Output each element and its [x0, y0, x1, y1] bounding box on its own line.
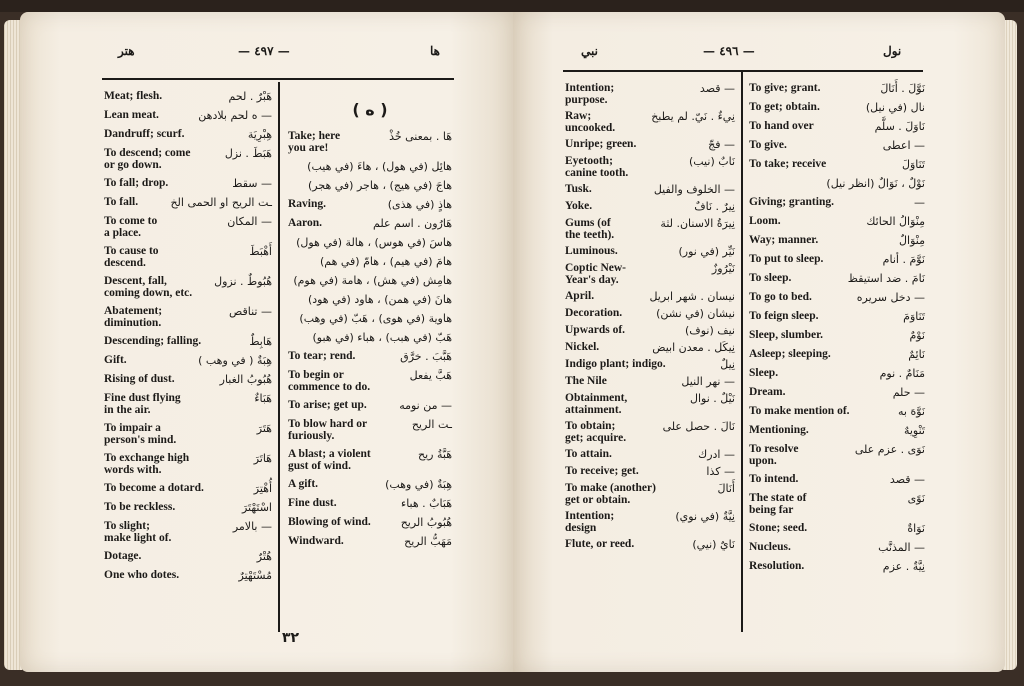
- dictionary-entry: [288, 236, 452, 249]
- entry-english: The Nile: [565, 375, 607, 387]
- column-divider: [741, 72, 743, 632]
- entry-arabic: هُبُوطٌ . نزول: [214, 275, 272, 288]
- entry-english: Resolution.: [749, 560, 805, 572]
- entry-english: To obtain; get; acquire.: [565, 420, 627, 444]
- entry-arabic: مُسْتَهْتِرٌ: [238, 569, 272, 582]
- dictionary-entry: [749, 291, 925, 304]
- left-page-column-a: [104, 90, 272, 588]
- dictionary-entry: [749, 253, 925, 266]
- entry-arabic: تَنَاوَلَ: [901, 158, 925, 171]
- entry-english: To sleep.: [749, 272, 792, 284]
- entry-english: Flute, or reed.: [565, 538, 635, 550]
- entry-english: Yoke.: [565, 200, 593, 212]
- entry-arabic: — فجّ: [708, 138, 735, 151]
- dictionary-entry: [565, 448, 735, 461]
- dictionary-entry: [104, 422, 272, 446]
- entry-arabic: هَبَّةُ ريح: [418, 448, 452, 461]
- dictionary-entry: [749, 405, 925, 418]
- entry-arabic: نَوَّمَ . أنام: [882, 253, 925, 266]
- entry-arabic: نِيكَل . معدن ابيض: [652, 341, 735, 354]
- dictionary-entry: [104, 177, 272, 190]
- dictionary-entry: [749, 443, 925, 467]
- dictionary-entry: [288, 198, 452, 211]
- entry-english: Sleep, slumber.: [749, 329, 824, 341]
- left-page-header: [20, 44, 513, 68]
- entry-arabic: هَبّ (في هبب) ، هباء (في هبو): [312, 331, 452, 344]
- entry-arabic: — سقط: [232, 177, 272, 190]
- entry-arabic: نِيَّةٌ . عزم: [882, 560, 925, 573]
- dictionary-entry: [104, 90, 272, 103]
- entry-arabic: نَوَّهَ به: [898, 405, 925, 418]
- entry-arabic: هامِش (في هش) ، هامة (في هوم): [293, 274, 452, 287]
- entry-arabic: تَنْوِيهٌ: [903, 424, 925, 437]
- dictionary-entry: [288, 130, 452, 154]
- dictionary-entry: [749, 82, 925, 95]
- dictionary-entry: [288, 350, 452, 363]
- dictionary-entry: [565, 217, 735, 241]
- entry-arabic: — المكان: [227, 215, 272, 228]
- entry-english: To be reckless.: [104, 501, 176, 513]
- entry-english: Gift.: [104, 354, 127, 366]
- dictionary-entry: [104, 109, 272, 122]
- entry-english: Windward.: [288, 535, 344, 547]
- entry-english: Raving.: [288, 198, 327, 210]
- entry-arabic: هَتَرَ: [256, 422, 272, 435]
- dictionary-entry: [749, 329, 925, 342]
- dictionary-entry: [104, 482, 272, 495]
- entry-arabic: نَيِّر (في نور): [678, 245, 735, 258]
- dictionary-entry: [288, 179, 452, 192]
- entry-english: Lean meat.: [104, 109, 159, 121]
- entry-english: To slight; make light of.: [104, 520, 172, 544]
- dictionary-entry: [565, 420, 735, 444]
- dictionary-entry: [749, 492, 925, 516]
- entry-english: To arise; get up.: [288, 399, 367, 411]
- entry-arabic: هاذٍ (في هذى): [387, 198, 452, 211]
- entry-arabic: نَايٌ (نيي): [692, 538, 735, 551]
- entry-english: To give; grant.: [749, 82, 821, 94]
- entry-english: To make mention of.: [749, 405, 850, 417]
- entry-arabic: تَنَاوَمَ: [903, 310, 925, 323]
- entry-arabic: — تناقص: [229, 305, 272, 318]
- entry-english: To hand over: [749, 120, 814, 132]
- entry-english: To begin or commence to do.: [288, 369, 371, 393]
- entry-arabic: نَوًى: [907, 492, 925, 505]
- entry-english: To take; receive: [749, 158, 827, 170]
- entry-arabic: — قصد: [699, 82, 735, 95]
- entry-arabic: هانَ (في همن) ، هاود (في هود): [307, 293, 452, 306]
- dictionary-entry: [565, 392, 735, 416]
- entry-english: Dream.: [749, 386, 786, 398]
- entry-arabic: نِيءٌ . نَيّ. لم يطبخ: [651, 110, 735, 123]
- dictionary-entry: [565, 538, 735, 551]
- left-header-catchword: هتر: [118, 44, 135, 58]
- entry-english: To put to sleep.: [749, 253, 824, 265]
- dictionary-entry: [565, 465, 735, 478]
- entry-english: Dotage.: [104, 550, 142, 562]
- dictionary-entry: [565, 358, 735, 371]
- dictionary-entry: [104, 392, 272, 416]
- entry-arabic: نَاوَلَ . سلَّم: [874, 120, 925, 133]
- entry-arabic: اسْتَهْتَرَ: [241, 501, 272, 514]
- entry-english: A gift.: [288, 478, 319, 490]
- dictionary-entry: [565, 324, 735, 337]
- right-page-column-a: [565, 82, 735, 555]
- entry-arabic: نَائِمٌ: [908, 348, 925, 361]
- dictionary-entry: [565, 245, 735, 258]
- dictionary-entry: [104, 275, 272, 299]
- dictionary-entry: [565, 138, 735, 151]
- dictionary-entry: [749, 386, 925, 399]
- dictionary-entry: [565, 482, 735, 506]
- dictionary-entry: [565, 307, 735, 320]
- entry-arabic: نال (في نيل): [865, 101, 925, 114]
- entry-english: Loom.: [749, 215, 781, 227]
- dictionary-entry: [288, 160, 452, 173]
- entry-arabic: ـت الريح او الحمى الخ: [170, 196, 272, 209]
- entry-arabic: —: [914, 196, 925, 209]
- dictionary-entry: [749, 101, 925, 114]
- entry-english: To descend; come or go down.: [104, 147, 191, 171]
- dictionary-entry: [749, 120, 925, 133]
- dictionary-entry: [749, 541, 925, 554]
- dictionary-entry: [104, 501, 272, 514]
- book-cover-top: [0, 0, 1024, 12]
- entry-arabic: هَارُون . اسم علم: [373, 217, 452, 230]
- dictionary-entry: [104, 335, 272, 348]
- entry-arabic: نَيْرُوزٌ: [711, 262, 735, 275]
- header-rule: [563, 70, 923, 72]
- dictionary-entry: [749, 310, 925, 323]
- entry-arabic: هاجَ (في هيج) ، هاجر (في هجر): [307, 179, 452, 192]
- entry-arabic: نَوْمٌ: [909, 329, 925, 342]
- entry-arabic: أَهْبَطَ: [249, 245, 272, 258]
- entry-english: Mentioning.: [749, 424, 809, 436]
- dictionary-entry: [749, 348, 925, 361]
- dictionary-entry: [104, 305, 272, 329]
- entry-english: Descending; falling.: [104, 335, 202, 347]
- entry-arabic: هِبْرِيَة: [247, 128, 272, 141]
- entry-english: Descent, fall, coming down, etc.: [104, 275, 193, 299]
- dictionary-entry: [749, 367, 925, 380]
- dictionary-entry: [749, 177, 925, 190]
- entry-arabic: هاسَ (في هوس) ، هالة (في هول): [296, 236, 452, 249]
- column-divider: [278, 82, 280, 632]
- dictionary-entry: [288, 369, 452, 393]
- entry-english: Fine dust.: [288, 497, 337, 509]
- dictionary-entry: [104, 569, 272, 582]
- entry-english: To cause to descend.: [104, 245, 159, 269]
- entry-english: Gums (of the teeth).: [565, 217, 615, 241]
- entry-english: Stone; seed.: [749, 522, 808, 534]
- entry-english: Intention; purpose.: [565, 82, 615, 106]
- entry-arabic: هَبَّ يفعل: [409, 369, 452, 382]
- entry-arabic: ـت الريح: [411, 418, 452, 431]
- dictionary-entry: [749, 234, 925, 247]
- dictionary-entry: [288, 516, 452, 529]
- left-page-column-b: [288, 90, 452, 554]
- entry-english: Asleep; sleeping.: [749, 348, 831, 360]
- left-header-page-number: — ٤٩٧ —: [238, 44, 290, 58]
- entry-arabic: — من نومه: [399, 399, 452, 412]
- entry-english: Dandruff; scurf.: [104, 128, 185, 140]
- entry-english: Nucleus.: [749, 541, 791, 553]
- entry-arabic: مِنْوَالُ الحائك: [866, 215, 925, 228]
- entry-english: Obtainment, attainment.: [565, 392, 628, 416]
- right-header-catchword: نبي: [581, 44, 598, 58]
- entry-arabic: هَاتَرَ: [253, 452, 272, 465]
- entry-english: To give.: [749, 139, 787, 151]
- entry-english: To fall; drop.: [104, 177, 169, 189]
- dictionary-entry: [565, 262, 735, 286]
- entry-arabic: — ادرك: [698, 448, 735, 461]
- dictionary-entry: [104, 452, 272, 476]
- entry-english: Rising of dust.: [104, 373, 175, 385]
- left-page: [20, 12, 513, 672]
- dictionary-entry: [104, 520, 272, 544]
- left-footer-page-number: ٣٢: [282, 630, 300, 646]
- dictionary-entry: [288, 312, 452, 325]
- entry-english: To become a dotard.: [104, 482, 204, 494]
- dictionary-entry: [749, 215, 925, 228]
- entry-arabic: هِبَةٌ ( في وهب ): [198, 354, 272, 367]
- entry-english: One who dotes.: [104, 569, 180, 581]
- entry-arabic: نِيرٌ . نَافٌ: [694, 200, 735, 213]
- entry-english: Coptic New- Year's day.: [565, 262, 626, 286]
- dictionary-entry: [565, 290, 735, 303]
- dictionary-entry: [104, 354, 272, 367]
- entry-english: Unripe; green.: [565, 138, 637, 150]
- entry-arabic: هُبُوبُ الريح: [400, 516, 452, 529]
- dictionary-entry: [288, 399, 452, 412]
- entry-arabic: — بالامر: [232, 520, 272, 533]
- left-header-catchword-right: ها: [430, 44, 440, 58]
- dictionary-entry: [104, 245, 272, 269]
- entry-arabic: هامَ (في هيم) ، هامّ (في هم): [319, 255, 452, 268]
- page-edges-right: [1003, 20, 1017, 670]
- dictionary-entry: [565, 82, 735, 106]
- entry-arabic: مِنْوَالٌ: [899, 234, 925, 247]
- entry-english: Fine dust flying in the air.: [104, 392, 181, 416]
- dictionary-entry: [565, 510, 735, 534]
- dictionary-entry: [288, 331, 452, 344]
- dictionary-entry: [749, 473, 925, 486]
- entry-arabic: هَابِطٌ: [249, 335, 272, 348]
- dictionary-entry: [749, 158, 925, 171]
- entry-arabic: نَابٌ (نيب): [688, 155, 735, 168]
- section-letter-heading: ( ه ): [352, 100, 388, 119]
- dictionary-entry: [749, 424, 925, 437]
- entry-arabic: نَوَّلَ . أَنَالَ: [880, 82, 925, 95]
- right-page-header: [513, 44, 1005, 68]
- dictionary-entry: [749, 272, 925, 285]
- entry-arabic: — ه لحم بلادهن: [198, 109, 272, 122]
- entry-arabic: نَوَاةٌ: [907, 522, 925, 535]
- entry-english: A blast; a violent gust of wind.: [288, 448, 371, 472]
- entry-arabic: هَبَطَ . نزل: [224, 147, 272, 160]
- entry-english: Aaron.: [288, 217, 322, 229]
- entry-arabic: نيسان . شهر ابريل: [649, 290, 735, 303]
- entry-english: To get; obtain.: [749, 101, 820, 113]
- dictionary-entry: [288, 255, 452, 268]
- entry-arabic: نيف (نوف): [685, 324, 735, 337]
- entry-english: April.: [565, 290, 595, 302]
- entry-arabic: هَا . بمعنى خُذْ: [389, 130, 452, 143]
- entry-english: Way; manner.: [749, 234, 819, 246]
- entry-english: To tear; rend.: [288, 350, 356, 362]
- entry-english: To impair a person's mind.: [104, 422, 177, 446]
- entry-english: Raw; uncooked.: [565, 110, 616, 134]
- entry-english: Take; here you are!: [288, 130, 341, 154]
- entry-english: Meat; flesh.: [104, 90, 163, 102]
- entry-arabic: — حلم: [892, 386, 925, 399]
- entry-english: Abatement; diminution.: [104, 305, 163, 329]
- entry-arabic: هَبَابٌ . هباء: [401, 497, 452, 510]
- dictionary-entry: [565, 183, 735, 196]
- dictionary-entry: [104, 196, 272, 209]
- dictionary-entry: [104, 550, 272, 563]
- entry-arabic: — نهر النيل: [681, 375, 735, 388]
- entry-arabic: مَنَامٌ . نوم: [879, 367, 925, 380]
- right-header-catchword-right: نول: [883, 44, 902, 58]
- entry-english: Eyetooth; canine tooth.: [565, 155, 629, 179]
- entry-english: To fall.: [104, 196, 139, 208]
- entry-arabic: هِبَةٌ (في وهب): [385, 478, 452, 491]
- dictionary-entry: [288, 274, 452, 287]
- entry-arabic: هائِل (في هول) ، هاءَ (في هيب): [307, 160, 452, 173]
- entry-arabic: نَيْلٌ . نوال: [690, 392, 735, 405]
- entry-arabic: — المذنَّب: [878, 541, 925, 554]
- entry-english: Tusk.: [565, 183, 592, 195]
- dictionary-entry: [104, 128, 272, 141]
- entry-arabic: هَبَّبَ . خرَّق: [400, 350, 452, 363]
- dictionary-entry: [104, 373, 272, 386]
- entry-english: To attain.: [565, 448, 612, 460]
- entry-arabic: هُبُوبُ الغبار: [219, 373, 272, 386]
- entry-english: To make (another) get or obtain.: [565, 482, 656, 506]
- entry-english: Luminous.: [565, 245, 618, 257]
- dictionary-entry: [104, 147, 272, 171]
- dictionary-entry: [749, 196, 925, 209]
- entry-arabic: — اعطى: [882, 139, 925, 152]
- entry-arabic: مَهَبُّ الريح: [404, 535, 452, 548]
- dictionary-entry: [288, 293, 452, 306]
- entry-english: To blow hard or furiously.: [288, 418, 368, 442]
- entry-arabic: أُهْتِرَ: [253, 482, 272, 495]
- entry-arabic: — قصد: [889, 473, 925, 486]
- entry-english: Upwards of.: [565, 324, 626, 336]
- entry-english: To receive; get.: [565, 465, 639, 477]
- dictionary-entry: [288, 217, 452, 230]
- dictionary-entry: [288, 535, 452, 548]
- dictionary-entry: [565, 110, 735, 134]
- entry-english: Intention; design: [565, 510, 615, 534]
- entry-arabic: نِيَّةٌ (في نوي): [675, 510, 735, 523]
- entry-arabic: نَامَ . ضد استيقظ: [847, 272, 925, 285]
- entry-english: To intend.: [749, 473, 799, 485]
- entry-arabic: هُتْرٌ: [256, 550, 272, 563]
- entry-english: The state of being far: [749, 492, 807, 516]
- entry-english: Decoration.: [565, 307, 623, 319]
- dictionary-entry: [565, 200, 735, 213]
- entry-english: To come to a place.: [104, 215, 158, 239]
- entry-arabic: نَالَ . حصل على: [662, 420, 735, 433]
- entry-arabic: هَبْرٌ . لحم: [228, 90, 272, 103]
- entry-arabic: نيشان (في نشن): [656, 307, 735, 320]
- entry-english: To exchange high words with.: [104, 452, 190, 476]
- right-page: [513, 12, 1005, 672]
- entry-arabic: نِيلٌ: [720, 358, 735, 371]
- entry-arabic: أَنَالَ: [717, 482, 735, 495]
- entry-arabic: — كذا: [706, 465, 735, 478]
- right-page-column-b: [749, 82, 925, 579]
- header-rule: [102, 78, 454, 80]
- dictionary-entry: [565, 375, 735, 388]
- dictionary-entry: [288, 497, 452, 510]
- entry-english: Sleep.: [749, 367, 779, 379]
- entry-english: Nickel.: [565, 341, 600, 353]
- dictionary-entry: [288, 478, 452, 491]
- entry-arabic: نَوْلٌ ، نَوَالٌ (انظر نيل): [826, 177, 925, 190]
- dictionary-entry: [104, 215, 272, 239]
- dictionary-entry: [565, 341, 735, 354]
- entry-arabic: هَبَاءٌ: [254, 392, 272, 405]
- dictionary-entry: [288, 418, 452, 442]
- dictionary-entry: [749, 139, 925, 152]
- dictionary-entry: [749, 522, 925, 535]
- dictionary-entry: [288, 448, 452, 472]
- entry-english: Giving; granting.: [749, 196, 834, 208]
- entry-english: To feign sleep.: [749, 310, 819, 322]
- entry-arabic: — الخلوف والفيل: [653, 183, 735, 196]
- entry-english: Blowing of wind.: [288, 516, 371, 528]
- entry-english: Indigo plant; indigo.: [565, 358, 666, 370]
- dictionary-entry: [565, 155, 735, 179]
- entry-arabic: نَوَى . عزم على: [854, 443, 925, 456]
- dictionary-entry: [749, 560, 925, 573]
- entry-arabic: نِيرَةُ الاسنان. لثة: [660, 217, 735, 230]
- entry-english: To go to bed.: [749, 291, 812, 303]
- entry-arabic: — دخل سريره: [856, 291, 925, 304]
- entry-english: To resolve upon.: [749, 443, 799, 467]
- right-header-page-number: — ٤٩٦ —: [703, 44, 755, 58]
- entry-arabic: هاوية (في هوى) ، هَبّ (في وهب): [299, 312, 452, 325]
